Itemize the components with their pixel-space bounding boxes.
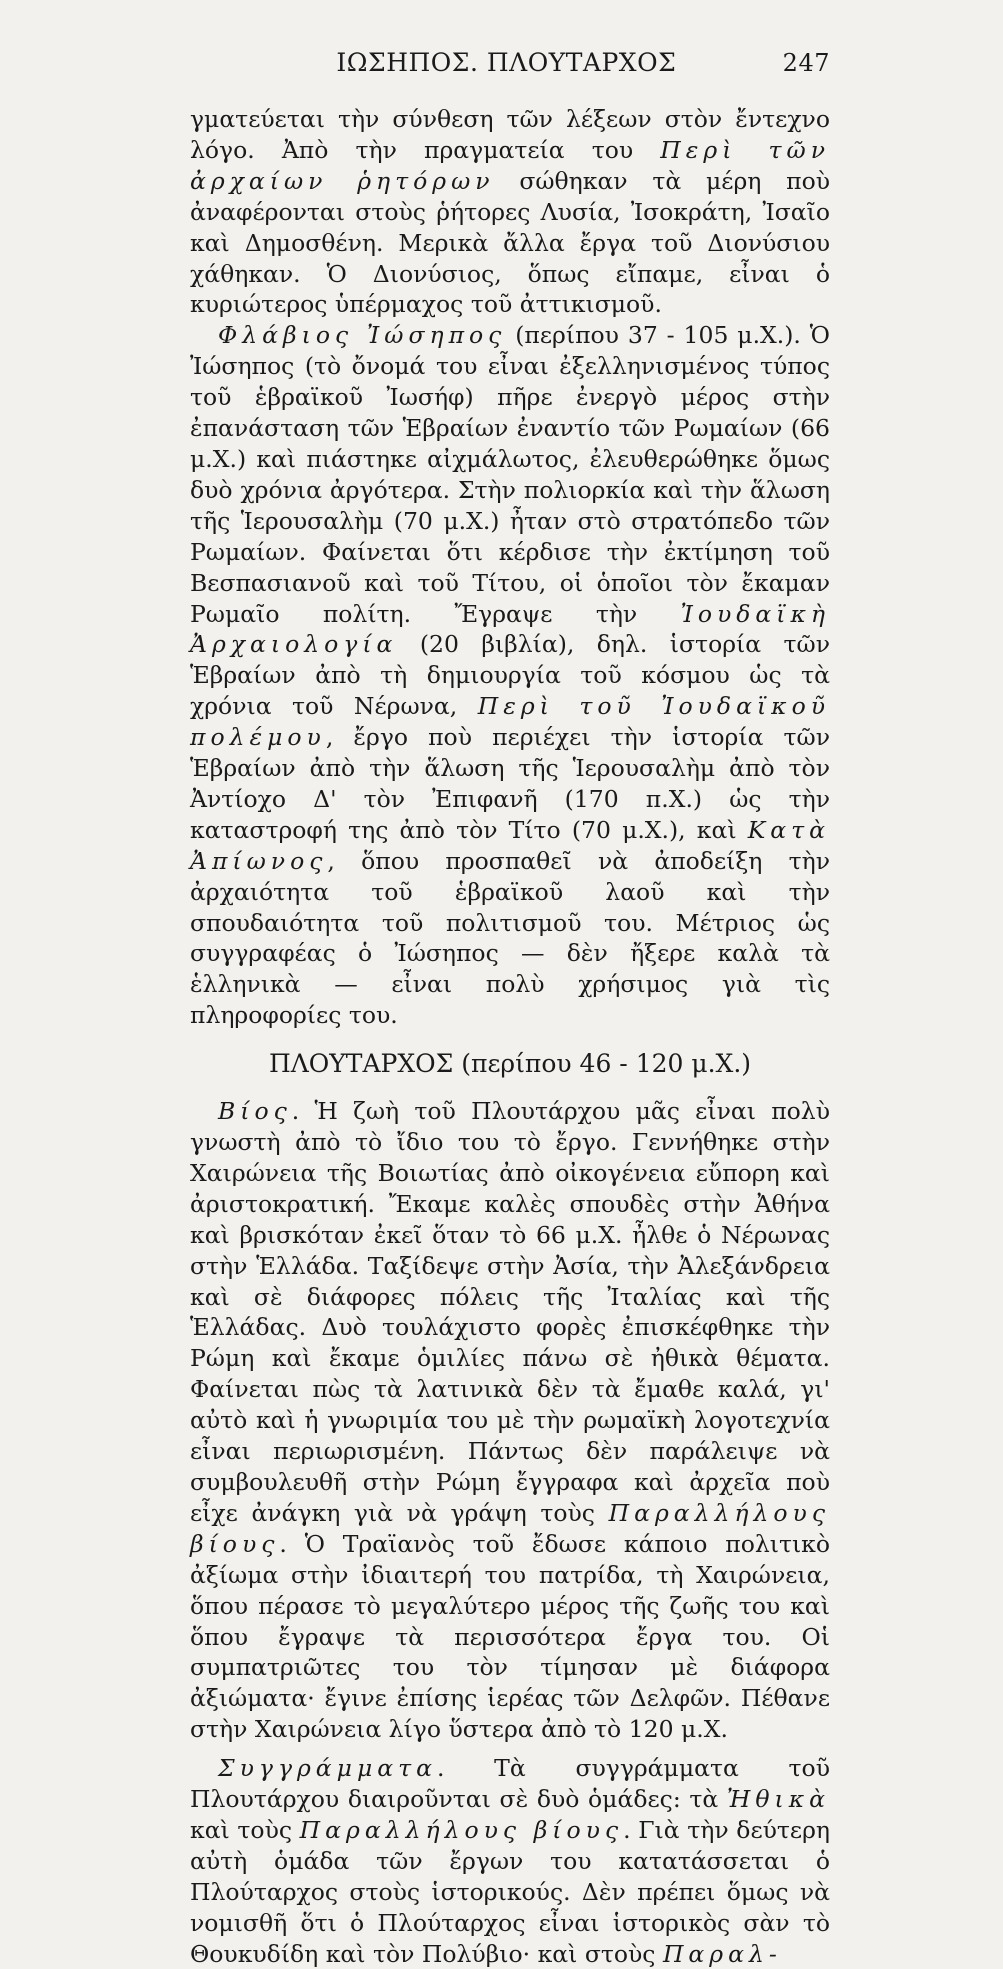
text-run: γματεύεται τὴν σύνθεση τῶν λέξεων στὸν ἔντεχνο λόγο. Ἀπὸ τὴν πραγματεία του [190, 105, 830, 164]
text-run: . Τὰ συγγράμματα τοῦ Πλουτάρχου διαιροῦνται σὲ δυὸ ὁμάδες: τὰ [190, 1754, 830, 1814]
work-title: Ἰουδαϊκὴ Ἀρχαιολογία [190, 599, 830, 659]
paragraph-writings [190, 1753, 830, 1969]
body-text [190, 104, 830, 1969]
page-header [190, 48, 830, 77]
author-name: Φλάβιος Ἰώσηπος [218, 321, 507, 350]
text-run: (20 βιβλία), δηλ. ἱστορία τῶν Ἑβραίων ἀπὸ τὴ δημιουργία τοῦ κόσμου ὡς τὰ χρόνια τοῦ Νέρωνα, [190, 630, 830, 721]
running-title: ΙΩΣΗΠΟΣ. ΠΛΟΥΤΑΡΧΟΣ [336, 48, 677, 77]
text-run: σώθηκαν τὰ μέρη ποὺ ἀναφέρονται στοὺς ῥήτορες Λυσία, Ἰσοκράτη, Ἰσαῖο καὶ Δημοσθένη. Μερικὰ ἄλλα ἔργα τοῦ Διονύσιου χάθηκαν. Ὁ Διονύσιος, ὅπως εἴπαμε, εἶναι ὁ κυριώτερος ὑπέρμαχος τοῦ ἀττικισμοῦ. [190, 166, 831, 319]
work-title: Παραλλήλους βίους [299, 1815, 624, 1844]
text-run: (περίπου 37 - 105 μ.Χ.). Ὁ Ἰώσηπος (τὸ ὄνομά του εἶναι ἐξελληνισμένος τύπος τοῦ ἑβραϊκοῦ Ἰωσήφ) πῆρε ἐνεργὸ μέρος στὴν ἐπανάσταση τῶν Ἑβραίων ἐναντίο τῶν Ρωμαίων (66 μ.Χ.) καὶ πιάστηκε αἰχμάλωτος, ἐλευθερώθηκε ὅμως δυὸ χρόνια ἀργότερα. Στὴν πολιορκία καὶ τὴν ἅλωση τῆς Ἱερουσαλὴμ (70 μ.Χ.) ἦταν στὸ στρατόπεδο τῶν Ρωμαίων. Φαίνεται ὅτι κέρδισε τὴν ἐκτίμηση τοῦ Βεσπασιανοῦ καὶ τοῦ Τίτου, οἱ ὁποῖοι τὸν ἔκαμαν Ρωμαῖο πολίτη. Ἔγραψε τὴν [190, 321, 830, 628]
page-number: 247 [782, 49, 830, 77]
text-run: καὶ τοὺς [190, 1815, 300, 1844]
subsection-label: Βίος [218, 1097, 292, 1126]
paragraph-dionysius [190, 104, 830, 320]
paragraph-life [190, 1096, 830, 1745]
text-run: , ὅπου προσπαθεῖ νὰ ἀποδείξη τὴν ἀρχαιότητα τοῦ ἑβραϊκοῦ λαοῦ καὶ τὴν σπουδαιότητα τοῦ πολιτισμοῦ του. Μέτριος ὡς συγγραφέας ὁ Ἰώσηπος — δὲν ἤξερε καλὰ τὰ ἑλληνικὰ — εἶναι πολὺ χρήσιμος γιὰ τὶς πληροφορίες του. [190, 846, 830, 1030]
text-run: , ἔργο ποὺ περιέχει τὴν ἱστορία τῶν Ἑβραίων ἀπὸ τὴν ἅλωση τῆς Ἱερουσαλὴμ ἀπὸ τὸν Ἀντίοχο Δ' τὸν Ἐπιφανῆ (170 π.Χ.) ὡς τὴν καταστροφή της ἀπὸ τὸν Τίτο (70 μ.Χ.), καὶ [190, 723, 830, 844]
work-title: Περὶ τῶν ἀρχαίων ῥητόρων [190, 135, 830, 195]
text-run: . Γιὰ τὴν δεύτερη αὐτὴ ὁμάδα τῶν ἔργων του κατατάσσεται ὁ Πλούταρχος στοὺς ἱστορικούς. Δὲν πρέπει ὅμως νὰ νομισθῆ ὅτι ὁ Πλούταρχος εἶναι ἱστορικὸς σὰν τὸ Θουκυδίδη καὶ τὸν Πολύβιο· καὶ στοὺς [190, 1815, 830, 1968]
work-title: Παραλλήλους βίους [190, 1498, 830, 1558]
paragraph-josephus [190, 320, 830, 1031]
subsection-label: Συγγράμματα [218, 1754, 437, 1783]
work-title: Ἠθικὰ [726, 1785, 830, 1814]
work-title: Παραλ- [662, 1939, 782, 1968]
section-heading: ΠΛΟΥΤΑΡΧΟΣ (περίπου 46 - 120 μ.Χ.) [268, 1049, 752, 1079]
work-title: Κατὰ Ἀπίωνος [190, 815, 830, 875]
text-run: . Ἡ ζωὴ τοῦ Πλουτάρχου μᾶς εἶναι πολὺ γνωστὴ ἀπὸ τὸ ἴδιο του τὸ ἔργο. Γεννήθηκε στὴν Χαιρώνεια τῆς Βοιωτίας ἀπὸ οἰκογένεια εὔπορη καὶ ἀριστοκρατική. Ἔκαμε καλὲς σπουδὲς στὴν Ἀθήνα καὶ βρισκόταν ἐκεῖ ὅταν τὸ 66 μ.Χ. ἦλθε ὁ Νέρωνας στὴν Ἑλλάδα. Ταξίδεψε στὴν Ἀσία, τὴν Ἀλεξάνδρεια καὶ σὲ διάφορες πόλεις τῆς Ἰταλίας καὶ τῆς Ἑλλάδας. Δυὸ τουλάχιστο φορὲς ἐπισκέφθηκε τὴν Ρώμη καὶ ἔκαμε ὁμιλίες πάνω σὲ ἠθικὰ θέματα. Φαίνεται πὼς τὰ λατινικὰ δὲν τὰ ἔμαθε καλά, γι' αὐτὸ καὶ ἡ γνωριμία του μὲ τὴν ρωμαϊκὴ λογοτεχνία εἶναι περιωρισμένη. Πάντως δὲν παράλειψε νὰ συμβουλευθῆ στὴν Ρώμη ἔγγραφα καὶ ἀρχεῖα ποὺ εἶχε ἀνάγκη γιὰ νὰ γράψη τοὺς [190, 1097, 830, 1527]
text-run: . Ὁ Τραϊανὸς τοῦ ἔδωσε κάποιο πολιτικὸ ἀξίωμα στὴν ἰδιαιτερή του πατρίδα, τὴ Χαιρώνεια, ὅπου πέρασε τὸ μεγαλύτερο μέρος τῆς ζωῆς του καὶ ὅπου ἔγραψε τὰ περισσότερα ἔργα του. Οἱ συμπατριῶτες του τὸν τίμησαν μὲ διάφορα ἀξιώματα· ἔγινε ἐπίσης ἱερέας τῶν Δελφῶν. Πέθανε στὴν Χαιρώνεια λίγο ὕστερα ἀπὸ τὸ 120 μ.Χ. [190, 1529, 830, 1744]
work-title: Περὶ τοῦ Ἰουδαϊκοῦ πολέμου [190, 692, 830, 752]
